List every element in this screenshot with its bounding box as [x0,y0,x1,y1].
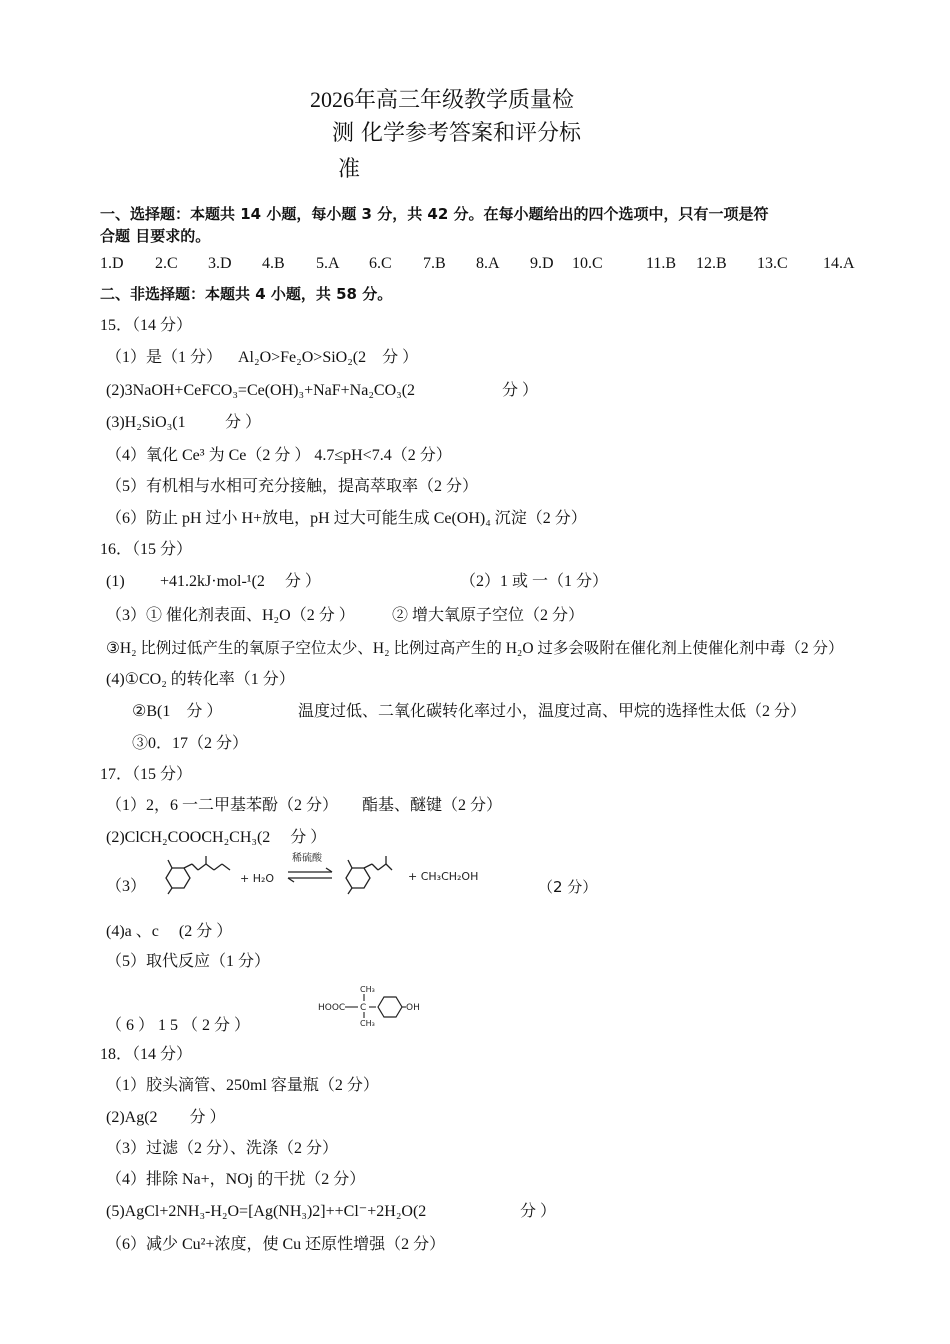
choice-answers-row [0,254,950,274]
equilibrium-arrow-icon [288,868,332,882]
q17-line-4: (4)a 、c (2 分 ） [106,923,233,940]
reaction-catalyst-label: 稀硫酸 [292,853,322,864]
answer-item: 3.D [208,255,232,272]
q16-line-2: （3）① 催化剂表面、H₂O（2 分 ） [106,607,355,624]
q16-line-1: (1) [106,573,125,590]
q17-line-5: （5）取代反应（1 分） [106,953,271,970]
answer-item: 10.C [572,255,603,272]
q18-line-5: (5)AgCl+2NH₃-H₂O=[Ag(NH₃)2]++Cl⁻+2H₂O(2 [106,1203,427,1220]
answer-item: 7.B [423,255,446,272]
q16-line-1-part-3: （2）1 或 一（1 分） [460,573,609,590]
hydrolysis-reaction-scheme [150,850,490,900]
answer-item: 14.A [823,255,855,272]
q17-line-3-score: （2 分） [538,878,598,896]
section-1-heading-cont: 合题 目要求的。 [100,227,211,245]
q16-line-2-part-2: ② 增大氧原子空位（2 分） [392,607,585,624]
answer-item: 5.A [316,255,340,272]
answer-item: 12.B [696,255,727,272]
structure-methyl-bottom: CH₃ [360,1019,375,1028]
q16-line-3: ③H₂ 比例过低产生的氧原子空位太少、H₂ 比例过高产生的 H₂O 过多会吸附在催化剂上使催化剂中毒（2 分） [106,640,844,657]
q15-line-3: (3)H₂SiO₃(1 [106,414,186,431]
answer-item: 6.C [369,255,392,272]
q15-line-4: （4）氧化 Ce³ 为 Ce（2 分 ） 4.7≤pH<7.4（2 分） [106,447,452,464]
q17-line-2: (2)ClCH₂COOCH₂CH₃(2 分 ） [106,829,327,846]
q15-line-1: （1）是（1 分） [106,349,223,366]
q16-line-6: ③0．17（2 分） [132,735,249,752]
reactant-structure [166,856,230,894]
answer-item: 2.C [155,255,178,272]
q15-line-1-part-2: Al₂O>Fe₂O>SiO₂(2 分 ） [238,349,419,366]
q15-line-2: (2)3NaOH+CeFCO₃=Ce(OH)₃+NaF+Na₂CO₃(2 [106,382,416,399]
answer-item: 11.B [646,255,677,272]
page-title-line-3: 准 [338,157,361,182]
reaction-water: + H₂O [240,872,275,885]
answer-item: 8.A [476,255,500,272]
q18-line-2: (2)Ag(2 分 ） [106,1109,226,1126]
q18-line-6: （6）减少 Cu²+浓度，使 Cu 还原性增强（2 分） [106,1236,446,1253]
structure-hooc-label: HOOC [318,1003,346,1013]
answer-item: 1.D [100,255,124,272]
q15-title: 15．（14 分） [100,317,193,334]
reaction-ethanol: + CH₃CH₂OH [408,870,479,883]
q15-line-2-part-2: 分 ） [502,382,539,399]
q15-line-3-part-2: 分 ） [225,414,262,431]
q16-title: 16．（15 分） [100,541,193,558]
section-1-heading: 一、选择题：本题共 14 小题，每小题 3 分，共 42 分。在每小题给出的四个选项中，只有一项是符 [100,205,769,223]
q17-line-6: （ 6 ） 1 5 （ 2 分 ） [106,1017,251,1034]
q15-line-5: （5）有机相与水相可充分接触，提高萃取率（2 分） [106,478,479,495]
q17-line-1-part-2: 酯基、醚键（2 分） [362,797,503,814]
q18-title: 18．（14 分） [100,1046,193,1063]
structure-carbon-label: C [360,1003,367,1013]
q16-line-5-part-2: 温度过低、二氧化碳转化率过小，温度过高、甲烷的选择性太低（2 分） [298,703,807,720]
q16-line-1-part-2: +41.2kJ·mol-¹(2 分 ） [160,573,321,590]
structure-formula [318,982,428,1030]
page-title-line-2: 测 化学参考答案和评分标 [332,121,581,146]
q15-line-6: （6）防止 pH 过小 H+放电，pH 过大可能生成 Ce(OH)₄ 沉淀（2 分） [106,510,587,527]
q18-line-4: （4）排除 Na+，NOj 的干扰（2 分） [106,1171,366,1188]
q18-line-5-part-2: 分 ） [520,1203,557,1220]
q18-line-3: （3）过滤（2 分）、洗涤（2 分） [106,1140,339,1157]
q17-line-1: （1）2，6 一二甲基苯酚（2 分） [106,797,339,814]
answer-item: 4.B [262,255,285,272]
product-structure [346,856,392,894]
section-2-heading: 二、非选择题：本题共 4 小题，共 58 分。 [100,285,393,303]
answer-item: 13.C [757,255,788,272]
answer-item: 9.D [530,255,554,272]
q17-title: 17．（15 分） [100,766,193,783]
q17-line-3: （3） [106,878,147,895]
page-title-line-1: 2026年高三年级教学质量检 [310,87,575,112]
q16-line-5: ②B(1 分 ） [132,703,223,720]
q16-line-4: (4)①CO₂ 的转化率（1 分） [106,671,295,688]
structure-methyl-top: CH₃ [360,985,375,994]
structure-oh-label: OH [406,1003,420,1013]
benzene-ring-icon [378,997,402,1017]
q18-line-1: （1）胶头滴管、250ml 容量瓶（2 分） [106,1077,379,1094]
